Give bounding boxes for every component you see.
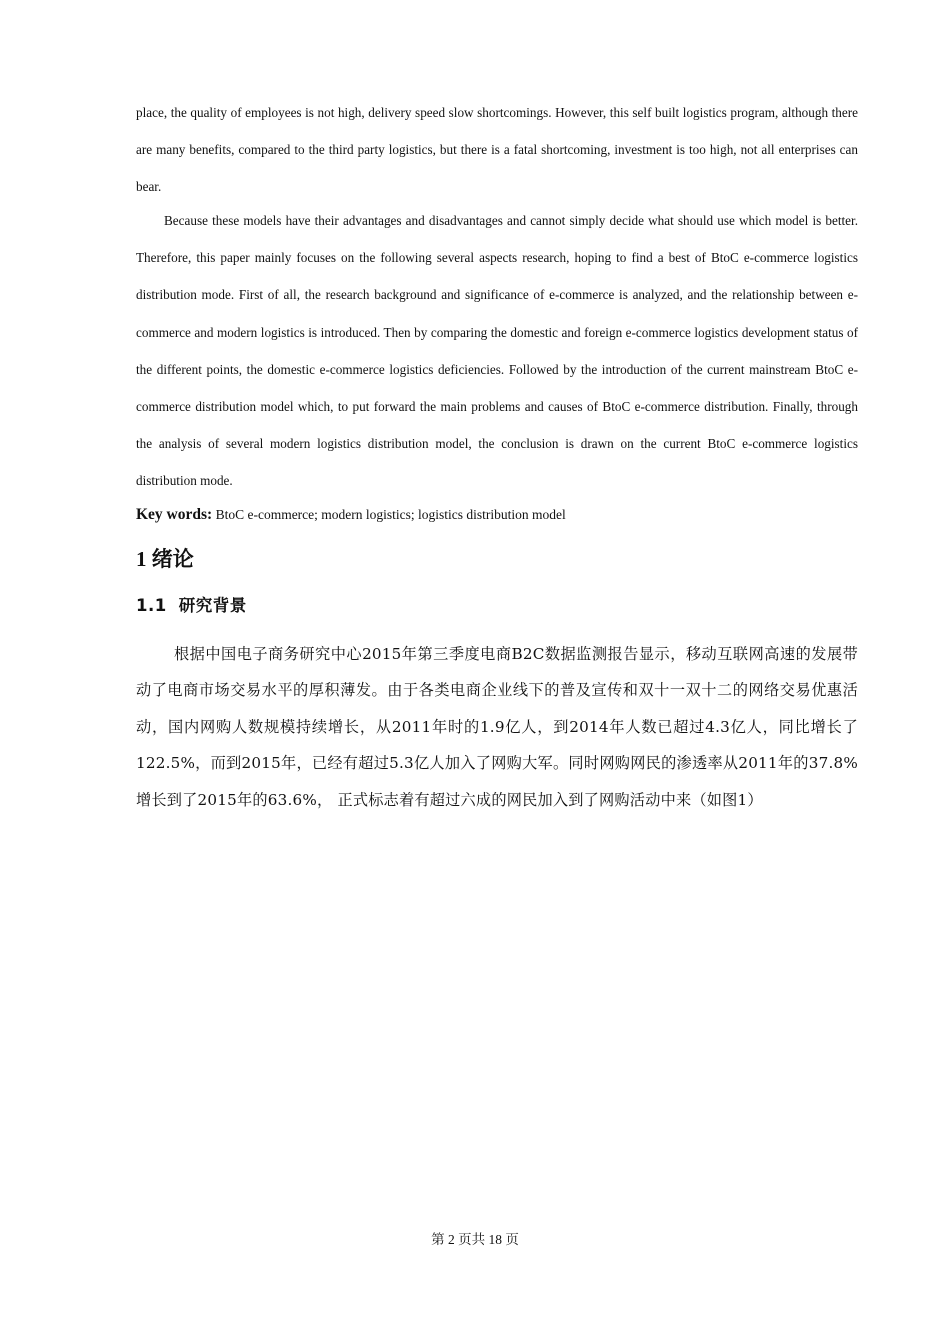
chapter-heading: 1 绪论 bbox=[136, 547, 194, 571]
abstract-paragraph: Because these models have their advantages and disadvantages and cannot simply decide what should use which model is better. Therefore, this paper mainly focuses on the following several aspects research, hoping to find a best of BtoC e-commerce logistics distribution mode. First of all, the research background and significance of e-commerce is analyzed, and the relationship between e-commerce and modern logistics is introduced. Then by comparing the domestic and foreign e-commerce logistics development status of the different points, the domestic e-commerce logistics deficiencies. Followed by the introduction of the current mainstream BtoC e-commerce distribution model which, to put forward the main problems and causes of BtoC e-commerce distribution. Finally, through the analysis of several modern logistics distribution model, the conclusion is drawn on the current BtoC e-commerce logistics distribution mode. bbox=[136, 213, 858, 489]
abstract-paragraph-continued: place, the quality of employees is not high, delivery speed slow shortcomings. However, this self built logistics program, although there are many benefits, compared to the third party logistics, but there is a fatal shortcoming, investment is too high, not all enterprises can bear. bbox=[136, 105, 858, 195]
section-heading bbox=[136, 593, 247, 619]
section-title: 研究背景 bbox=[178, 596, 247, 615]
section-number: 1.1 bbox=[136, 596, 167, 615]
keywords-text: BtoC e-commerce; modern logistics; logistics distribution model bbox=[212, 507, 566, 522]
page-footer: 第 2 页共 18 页 bbox=[431, 1232, 519, 1247]
body-paragraph: 根据中国电子商务研究中心2015年第三季度电商B2C数据监测报告显示，移动互联网高速的发展带动了电商市场交易水平的厚积薄发。由于各类电商企业线下的普及宣传和双十一双十二的网络交易优惠活动，国内网购人数规模持续增长，从2011年时的1.9亿人，到2014年人数已超过4.3亿人，同比增长了122.5%，而到2015年，已经有超过5.3亿人加入了网购大军。同时网购网民的渗透率从2011年的37.8%增长到了2015年的63.6%， 正式标志着有超过六成的网民加入到了网购活动中来（如图1） bbox=[136, 645, 858, 809]
keywords-line bbox=[136, 505, 858, 525]
keywords-label: Key words: bbox=[136, 506, 213, 523]
